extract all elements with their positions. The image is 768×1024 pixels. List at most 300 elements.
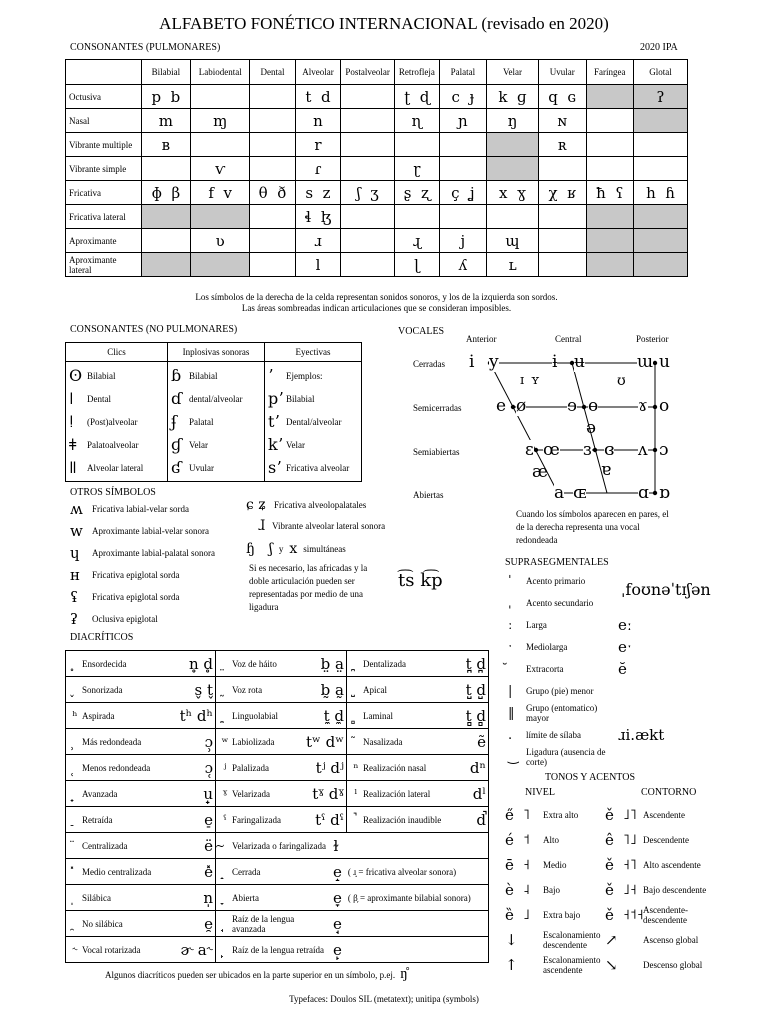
- diacritic-name: Centralizada: [82, 840, 128, 851]
- vowel-ash: æ: [532, 462, 548, 482]
- implosives-item: [171, 410, 261, 433]
- tone-item: [505, 927, 605, 952]
- suprasegmental-label: Acento primario: [526, 576, 586, 586]
- consonant-cell: [586, 205, 634, 229]
- diacritic-row: [66, 677, 489, 703]
- column-header: Faríngea: [586, 60, 634, 85]
- diacritic-mark: [68, 683, 82, 697]
- consonant-cell: [439, 157, 487, 181]
- tones-contour-heading: CONTORNO: [641, 787, 697, 798]
- vowel-row-close: Cerradas: [413, 359, 445, 369]
- consonant-cell: ɬ ɮ: [295, 205, 341, 229]
- diacritic-entry: [218, 655, 344, 673]
- diacritic-entry: [218, 733, 344, 751]
- other-symbol-label: Aproximante labial-velar sonora: [92, 526, 209, 536]
- diacritic-mark: [218, 891, 232, 905]
- consonant-cell: [341, 109, 395, 133]
- diacritic-entry: [68, 733, 213, 751]
- diacritic-entry: [218, 681, 344, 699]
- diacritic-entry: [68, 915, 213, 933]
- tones-level-list: [505, 802, 605, 977]
- tone-label: Escalonamiento descendente: [543, 929, 601, 950]
- consonant-cell: ʎ: [439, 253, 487, 277]
- diacritic-entry: [68, 785, 213, 803]
- column-header: Palatal: [439, 60, 487, 85]
- diacritic-mark: [218, 657, 232, 671]
- tone-example: ↓: [505, 930, 518, 949]
- column-header: Alveolar: [295, 60, 341, 85]
- consonant-cell: [538, 157, 586, 181]
- diacritic-name: No silábica: [82, 918, 123, 929]
- diacritic-entry: [349, 733, 486, 751]
- clicks-item: [69, 410, 164, 433]
- suprasegmental-symbol: ː: [508, 617, 513, 633]
- diacritic-example: t̪ d̪: [465, 654, 486, 673]
- diacritic-mark: [218, 943, 232, 957]
- diacritic-name: Palalizada: [232, 762, 269, 773]
- diacritic-entry: [218, 759, 344, 777]
- clicks-label: Alveolar lateral: [87, 462, 144, 473]
- consonant-cell: ɸ β: [141, 181, 191, 205]
- diacritic-name: Menos redondeada: [82, 762, 151, 773]
- vowel-trapezoid: [460, 350, 690, 500]
- diacritic-cell: [66, 703, 216, 729]
- tone-item: [505, 877, 605, 902]
- diacritic-cell: [66, 937, 216, 963]
- diacritic-example: ë: [204, 836, 213, 855]
- other-symbol: ʡ: [70, 610, 79, 628]
- tone-item: [605, 952, 715, 977]
- consonant-cell: [439, 133, 487, 157]
- diacritic-example: tʰ dʰ: [179, 706, 213, 725]
- diacritic-example: ɔ̜: [204, 758, 213, 777]
- consonant-cell: k ɡ: [487, 85, 539, 109]
- diacritic-mark: [349, 709, 363, 723]
- suprasegmental-symbol: |: [508, 683, 513, 699]
- tone-bar: ˨: [523, 881, 530, 898]
- diacritic-cell: [216, 651, 347, 677]
- ejectives-item: [268, 456, 358, 479]
- implosives-label: Palatal: [189, 416, 214, 427]
- consonant-row: [66, 253, 688, 277]
- diacritic-mark: ʷ: [221, 734, 229, 749]
- lateral-flap-symbol: ɺ: [258, 518, 266, 534]
- diacritics-heading: DIACRÍTICOS: [70, 632, 134, 643]
- implosives-column: [168, 362, 265, 482]
- diacritic-entry: [218, 811, 344, 829]
- tone-example: ě: [605, 855, 614, 874]
- tone-bar: ˧: [523, 856, 530, 873]
- consonant-cell: χ ʁ: [538, 181, 586, 205]
- diacritic-mark: [68, 891, 82, 905]
- suprasegmental-example: ĕ: [618, 660, 627, 678]
- diacritic-cell: [66, 859, 216, 885]
- suprasegmental-label: Ligadura (ausencia de corte): [526, 747, 606, 767]
- consonant-cell: ʀ: [538, 133, 586, 157]
- clicks-column: [66, 362, 168, 482]
- diacritic-footnote-example: ŋ̊: [400, 966, 408, 982]
- suprasegmental-label: Grupo (entomatico) mayor: [526, 703, 598, 723]
- implosives-label: dental/alveolar: [189, 393, 243, 404]
- diacritic-cell: [216, 807, 347, 833]
- implosives-label: Uvular: [189, 462, 214, 473]
- diacritic-example: b̤ a̤: [320, 654, 344, 673]
- diacritic-entry: [218, 707, 344, 725]
- consonant-cell: ʋ: [191, 229, 250, 253]
- diacritic-entry: [68, 681, 213, 699]
- column-header: Uvular: [538, 60, 586, 85]
- tone-bar: ˩: [523, 906, 530, 923]
- vowel-col-front: Anterior: [466, 334, 497, 344]
- other-symbol: ʜ: [70, 566, 80, 584]
- consonant-cell: [250, 157, 296, 181]
- diacritic-entry: [349, 811, 486, 829]
- lateral-flap-label: Vibrante alveolar lateral sonora: [272, 521, 386, 531]
- tone-label: Ascenso global: [643, 934, 699, 945]
- column-header: Dental: [250, 60, 296, 85]
- diacritic-row: [66, 807, 489, 833]
- diacritic-mark: [68, 787, 82, 801]
- consonant-cell: ɳ: [395, 109, 440, 133]
- suprasegmental-label: Acento secundario: [526, 598, 594, 608]
- diacritic-cell: [66, 911, 216, 937]
- stress-example: ˌfoʊnəˈtɪʃən: [621, 580, 711, 599]
- consonant-cell: ħ ʕ: [586, 181, 634, 205]
- ejectives-label: Dental/alveolar: [286, 416, 342, 427]
- diacritic-cell: [216, 911, 489, 937]
- consonant-cell: θ ð: [250, 181, 296, 205]
- simultaneous-label: simultáneas: [303, 544, 346, 554]
- diacritic-entry: [349, 785, 486, 803]
- manner-label: Fricativa: [66, 181, 142, 205]
- column-header: Postalveolar: [341, 60, 395, 85]
- suprasegmental-symbol: [508, 662, 526, 677]
- consonant-cell: ɾ: [295, 157, 341, 181]
- implosives-item: [171, 364, 261, 387]
- consonant-cell: [586, 229, 634, 253]
- diacritic-name: Vocal rotarizada: [82, 944, 141, 955]
- vowel-epsilon: ɛ: [525, 440, 534, 460]
- diacritic-row: [66, 833, 489, 859]
- vowel-row-open: Abiertas: [413, 490, 444, 500]
- diacritic-cell: [347, 703, 489, 729]
- tone-label: Descendente: [643, 834, 689, 845]
- consonant-cell: [341, 229, 395, 253]
- implosives-label: Velar: [189, 439, 208, 450]
- other-symbol-label: Aproximante labial-palatal sonora: [92, 548, 215, 558]
- diacritic-cell: [66, 833, 216, 859]
- diacritic-mark: [68, 865, 82, 879]
- diacritic-mark: [68, 917, 82, 931]
- consonant-cell: ɲ: [439, 109, 487, 133]
- vowel-reversed-e: ɘ: [567, 396, 578, 416]
- diacritic-entry: [68, 759, 213, 777]
- diacritic-entry: [218, 785, 344, 803]
- other-alveolopalatal: [246, 497, 366, 513]
- vowel-turned-script-a: ɒ: [659, 483, 670, 503]
- suprasegmental-symbol: ˌ: [508, 595, 512, 611]
- vowel-barred-u: ʉ: [574, 352, 585, 372]
- diacritic-row: [66, 651, 489, 677]
- diacritic-entry: [349, 707, 486, 725]
- diacritic-mark: [218, 709, 232, 723]
- diacritic-mark: [218, 917, 232, 931]
- diacritic-name: Raíz de la lengua retraída: [232, 944, 324, 955]
- other-symbol-item: [70, 564, 240, 586]
- consonant-cell: ɰ: [487, 229, 539, 253]
- diacritic-example: ɚ a˞: [180, 940, 213, 959]
- consonant-cell: [250, 253, 296, 277]
- consonant-cell: ç ʝ: [439, 181, 487, 205]
- vowel-row-close-mid: Semicerradas: [413, 403, 462, 413]
- clicks-item: [69, 364, 164, 387]
- tone-item: [505, 952, 605, 977]
- consonant-cell: [487, 157, 539, 181]
- affricate-note: Si es necesario, las africadas y la doble articulación pueden ser representadas por medio de una ligadura: [249, 563, 368, 612]
- diacritic-cell: [347, 755, 489, 781]
- diacritic-example: t̼ d̼: [323, 706, 344, 725]
- diacritic-name: Velarizada o faringalizada: [232, 840, 326, 851]
- ejectives-label: Bilabial: [286, 393, 315, 404]
- diacritic-entry: [218, 837, 486, 855]
- consonant-cell: [634, 253, 688, 277]
- diacritic-entry: [68, 941, 213, 959]
- vowels-heading: VOCALES: [398, 326, 445, 337]
- tone-label: Alto ascendente: [643, 859, 701, 870]
- implosives-symbol: ɠ: [171, 435, 182, 454]
- vowel-reversed-epsilon: ɜ: [583, 440, 592, 460]
- tones-contour-list: [605, 802, 715, 977]
- diacritic-name: Apical: [363, 684, 387, 695]
- diacritic-footnote-text: Algunos diacríticos pueden ser ubicados en la parte superior en un símbolo, p.ej.: [105, 969, 396, 980]
- manner-label: Nasal: [66, 109, 142, 133]
- vowel-turned-a: ɐ: [601, 460, 612, 480]
- and-label: y: [278, 544, 284, 554]
- diacritic-cell: [216, 833, 489, 859]
- implosives-item: [171, 387, 261, 410]
- consonant-cell: x ɣ: [487, 181, 539, 205]
- vowel-upsilon: ʊ: [617, 373, 626, 389]
- consonant-cell: [250, 229, 296, 253]
- other-symbols-list: [70, 498, 240, 630]
- vowel-small-cap-i: ɪ: [520, 373, 525, 388]
- diacritic-mark: ˞: [72, 942, 78, 957]
- diacritic-entry: [68, 811, 213, 829]
- tone-label: Descenso global: [643, 959, 703, 970]
- consonant-cell: t d: [295, 85, 341, 109]
- manner-label: Octusiva: [66, 85, 142, 109]
- suprasegmental-item: [508, 724, 708, 746]
- suprasegmental-label: Larga: [526, 620, 547, 630]
- diacritic-example: n̥ d̥: [188, 654, 213, 673]
- consonant-cell: [634, 229, 688, 253]
- vowel-a: a: [554, 483, 565, 503]
- consonant-cell: [395, 205, 440, 229]
- diacritic-cell: [66, 755, 216, 781]
- diacritic-cell: [347, 651, 489, 677]
- suprasegmental-label: límite de sílaba: [526, 730, 581, 740]
- implosives-header: Inplosivas sonoras: [168, 343, 265, 362]
- tone-example: ȅ: [505, 905, 514, 924]
- consonant-cell: [341, 133, 395, 157]
- clicks-symbol: ǀ: [69, 389, 74, 408]
- diacritic-example: t̻ d̻: [465, 706, 486, 725]
- consonant-cell: ɻ: [395, 229, 440, 253]
- diacritic-entry: [68, 863, 213, 881]
- consonant-row: [66, 157, 688, 181]
- diacritic-name: Linguolabial: [232, 710, 278, 721]
- ejectives-item: [268, 387, 358, 410]
- implosives-symbol: ʄ: [171, 412, 177, 431]
- vowel-col-back: Posterior: [636, 334, 669, 344]
- diacritic-mark: [68, 761, 82, 775]
- diacritic-entry: [349, 759, 486, 777]
- consonant-cell: [191, 205, 250, 229]
- vowel-rams-horn: ɤ: [638, 396, 648, 416]
- clicks-symbol: ǂ: [69, 435, 77, 454]
- tone-label: Extra alto: [543, 809, 579, 820]
- diacritic-mark: [68, 813, 82, 827]
- manner-label: Vibrante simple: [66, 157, 142, 181]
- diacritic-mark: [349, 683, 363, 697]
- diacritic-entry: [68, 707, 213, 725]
- tone-example: ↗: [605, 930, 618, 949]
- clicks-label: Palatoalveolar: [87, 439, 139, 450]
- tone-item: [505, 852, 605, 877]
- other-symbol-item: [70, 520, 240, 542]
- consonant-cell: [141, 229, 191, 253]
- other-symbol: ʢ: [70, 588, 79, 606]
- diacritic-name: Aspirada: [82, 710, 115, 721]
- consonant-cell: [586, 253, 634, 277]
- manner-label: Aproximante lateral: [66, 253, 142, 277]
- tone-example: ↘: [605, 955, 618, 974]
- diacritic-name: Raíz de la lengua avanzada: [232, 913, 295, 934]
- diacritic-name: Avanzada: [82, 788, 118, 799]
- vowel-script-a: ɑ: [638, 483, 649, 503]
- consonant-cell: [487, 133, 539, 157]
- implosives-label: Bilabial: [189, 370, 218, 381]
- consonant-cell: [141, 157, 191, 181]
- vowel-open-o: ɔ: [659, 440, 669, 460]
- tone-item: [605, 827, 715, 852]
- diacritic-name: Abierta: [232, 892, 259, 903]
- consonant-cell: ⱱ: [191, 157, 250, 181]
- consonant-cell: ɭ: [395, 253, 440, 277]
- diacritic-extra-note: ( β̞ = aproximante bilabial sonora): [347, 892, 471, 903]
- consonant-cell: ʙ: [141, 133, 191, 157]
- other-symbol-item: [70, 586, 240, 608]
- tone-bar: ˩˧: [623, 881, 637, 898]
- tone-label: Alto: [543, 834, 560, 845]
- diacritic-mark: ˡ: [354, 786, 358, 801]
- vowel-i: i: [469, 352, 475, 372]
- diacritic-row: [66, 911, 489, 937]
- column-header: Velar: [487, 60, 539, 85]
- diacritic-example: t̺ d̺: [465, 680, 486, 699]
- consonant-cell: [634, 133, 688, 157]
- pulmonic-note-shading: Las áreas sombreadas indican articulaciones que se consideran imposibles.: [241, 303, 512, 313]
- tone-example: ě: [605, 880, 614, 899]
- other-symbol-item: [70, 608, 240, 630]
- pulmonic-table: [65, 59, 688, 277]
- pulmonic-note-voicing: Los símbolos de la derecha de la celda representan sonidos sonoros, y los de la izquierda son sordos.: [195, 292, 558, 302]
- consonant-cell: ɽ: [395, 157, 440, 181]
- diacritic-entry: [68, 837, 213, 855]
- suprasegmental-symbol: ‿: [508, 749, 519, 765]
- consonant-cell: l: [295, 253, 341, 277]
- consonant-cell: [634, 205, 688, 229]
- consonant-cell: [439, 205, 487, 229]
- diacritic-cell: [66, 729, 216, 755]
- consonant-cell: [634, 109, 688, 133]
- diacritic-cell: [216, 729, 347, 755]
- consonant-cell: j: [439, 229, 487, 253]
- alveolopalatal-label: Fricativa alveolopalatales: [274, 500, 367, 510]
- tone-label: Extra bajo: [543, 909, 581, 920]
- vowel-y: y: [489, 352, 499, 372]
- version-label: 2020 IPA: [640, 42, 678, 53]
- suprasegmental-example: eˑ: [618, 638, 632, 656]
- implosives-item: [171, 456, 261, 479]
- consonant-cell: ʟ: [487, 253, 539, 277]
- diacritic-cell: [216, 859, 489, 885]
- consonant-cell: [191, 133, 250, 157]
- ejectives-symbol: pʼ: [268, 389, 284, 408]
- suprasegmental-item: [508, 636, 708, 658]
- tone-item: [605, 902, 715, 927]
- consonant-cell: [341, 253, 395, 277]
- implosives-item: [171, 433, 261, 456]
- tone-item: [605, 852, 715, 877]
- vowel-turned-m: ɯ: [637, 352, 654, 372]
- consonant-cell: [250, 109, 296, 133]
- diacritic-name: Realización inaudible: [363, 814, 442, 825]
- diacritic-example: e̞: [333, 888, 342, 907]
- consonant-cell: q ɢ: [538, 85, 586, 109]
- suprasegmental-example: eː: [618, 616, 632, 634]
- suprasegmental-symbol: .: [508, 727, 513, 743]
- diacritic-cell: [216, 937, 489, 963]
- consonant-cell: ŋ: [487, 109, 539, 133]
- vowel-oe: œ: [543, 440, 560, 460]
- consonant-cell: [341, 85, 395, 109]
- manner-label: Aproximante: [66, 229, 142, 253]
- other-symbol: ɥ: [70, 544, 80, 562]
- diacritic-example: d̚: [476, 810, 486, 829]
- tone-example: ê: [605, 830, 614, 849]
- sj-symbol: ɧ: [246, 541, 256, 557]
- diacritic-name: Cerrada: [232, 866, 261, 877]
- tone-label: Escalonamiento ascendente: [543, 954, 601, 975]
- clicks-symbol: ǁ: [69, 458, 77, 477]
- consonant-cell: ʂ ʐ: [395, 181, 440, 205]
- vowel-col-central: Central: [555, 334, 582, 344]
- diacritic-entry: [68, 655, 213, 673]
- diacritic-cell: [216, 781, 347, 807]
- diacritic-mark: [218, 683, 232, 697]
- consonant-cell: [586, 133, 634, 157]
- diacritic-example: tʲ dʲ: [315, 758, 344, 777]
- suprasegmental-symbol: ˈ: [508, 573, 512, 589]
- consonant-cell: m: [141, 109, 191, 133]
- consonant-cell: [586, 157, 634, 181]
- diacritic-cell: [347, 781, 489, 807]
- consonant-cell: [341, 157, 395, 181]
- diacritic-example: dⁿ: [469, 758, 486, 777]
- diacritic-mark: [349, 657, 363, 671]
- diacritic-mark: ʲ: [223, 760, 227, 775]
